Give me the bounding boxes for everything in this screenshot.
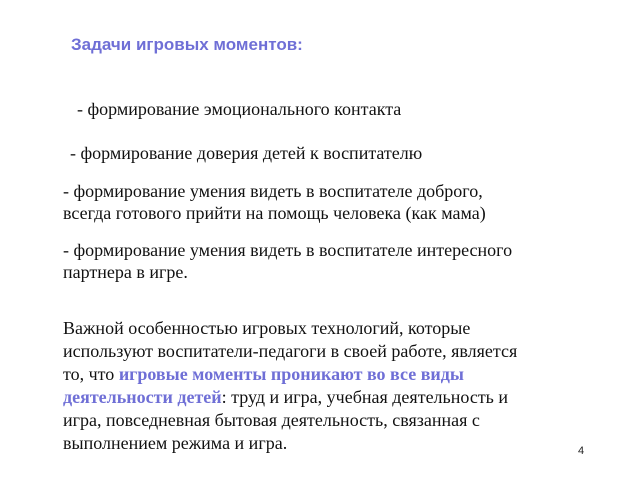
paragraph-line: Важной особенностью игровых технологий, которые [63,318,471,338]
paragraph-line [63,386,517,409]
task-item-line: партнера в игре. [63,262,188,282]
paragraph-line: выполнением режима и игра. [63,433,288,453]
highlighted-phrase: игровые моменты проникают во все виды [118,364,464,384]
task-item-line: - формирование эмоционального контакта [77,99,402,119]
highlighted-phrase: деятельности детей [63,387,222,407]
paragraph-text: : труд и игра, учебная деятельность и [221,387,509,407]
explanation-paragraph [63,317,517,455]
slide-title: Задачи игровых моментов: [71,35,303,54]
task-item-kind-educator [63,180,486,224]
paragraph-line [63,363,517,386]
task-item-line: - формирование умения видеть в воспитателе интересного [63,240,513,260]
slide-number: 4 [578,445,585,457]
task-item-line: - формирование умения видеть в воспитателе доброго, [63,181,483,201]
task-item-line: всегда готового прийти на помощь человека (как мама) [63,203,486,223]
task-item-emotional-contact [77,98,401,120]
paragraph-line: используют воспитатели-педагоги в своей работе, является [63,341,518,361]
paragraph-text: то, что [63,364,119,384]
task-item-line: - формирование доверия детей к воспитателю [70,143,423,163]
task-item-interesting-partner [63,239,512,283]
paragraph-line: игра, повседневная бытовая деятельность, связанная с [63,410,480,430]
task-item-trust [70,142,422,164]
